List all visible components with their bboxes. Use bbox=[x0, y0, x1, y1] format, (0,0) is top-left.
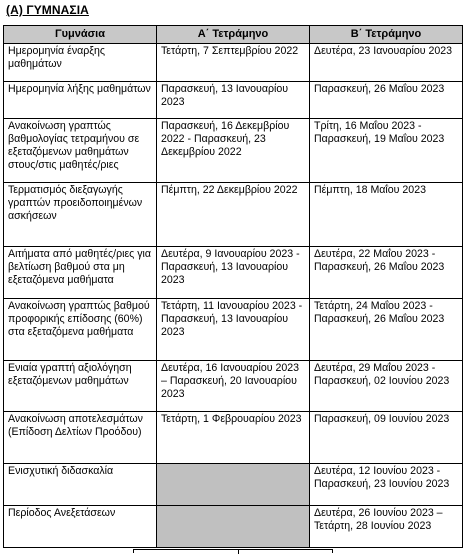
second-term-cell: Πέμπτη, 18 Μαΐου 2023 bbox=[310, 183, 463, 247]
row-label: Ανακοίνωση γραπτώς βαθμολογίας τετραμήνου σε εξεταζόμενων μαθημάτων στους/στις μαθητές/ριες bbox=[4, 119, 157, 183]
row-label: Περίοδος Ανεξετάσεων bbox=[4, 506, 157, 548]
second-term-cell: Δευτέρα, 22 Μαΐου 2023 - Παρασκευή, 26 Μαΐου 2023 bbox=[310, 247, 463, 299]
schedule-table bbox=[3, 25, 463, 548]
first-term-cell: Τετάρτη, 1 Φεβρουαρίου 2023 bbox=[157, 412, 310, 464]
second-term-cell: Δευτέρα, 12 Ιουνίου 2023 - Παρασκευή, 23 Ιουνίου 2023 bbox=[310, 464, 463, 506]
row-label: Ανακοίνωση αποτελεσμάτων (Επίδοση Δελτίων Προόδου) bbox=[4, 412, 157, 464]
first-term-cell-empty bbox=[157, 464, 310, 506]
second-term-cell: Τετάρτη, 24 Μαΐου 2023 - Παρασκευή, 26 Μαΐου 2023 bbox=[310, 299, 463, 361]
column-header-first-term: Α΄ Τετράμηνο bbox=[157, 26, 310, 44]
table-row bbox=[4, 183, 463, 247]
first-term-cell: Δευτέρα, 16 Ιανουαρίου 2023 – Παρασκευή, 20 Ιανουαρίου 2023 bbox=[157, 361, 310, 412]
row-label: Ημερομηνία έναρξης μαθημάτων bbox=[4, 44, 157, 82]
row-label: Ενιαία γραπτή αξιολόγηση εξεταζόμενων μαθημάτων bbox=[4, 361, 157, 412]
second-term-cell: Δευτέρα, 23 Ιανουαρίου 2023 bbox=[310, 44, 463, 82]
second-term-cell: Παρασκευή, 26 Μαΐου 2023 bbox=[310, 82, 463, 119]
header-row bbox=[4, 26, 463, 44]
table-row bbox=[4, 464, 463, 506]
row-label: Τερματισμός διεξαγωγής γραπτών προειδοποιημένων ασκήσεων bbox=[4, 183, 157, 247]
first-term-cell: Δευτέρα, 9 Ιανουαρίου 2023 - Παρασκευή, 13 Ιανουαρίου 2023 bbox=[157, 247, 310, 299]
row-label: Ανακοίνωση γραπτώς βαθμού προφορικής επίδοσης (60%) στα εξεταζόμενα μαθήματα bbox=[4, 299, 157, 361]
table-row bbox=[4, 119, 463, 183]
second-term-cell: Δευτέρα, 29 Μαΐου 2023 - Παρασκευή, 02 Ιουνίου 2023 bbox=[310, 361, 463, 412]
next-table-column-divider bbox=[238, 550, 239, 554]
table-row bbox=[4, 44, 463, 82]
table-row bbox=[4, 412, 463, 464]
second-term-cell: Τρίτη, 16 Μαΐου 2023 - Παρασκευή, 19 Μαΐου 2023 bbox=[310, 119, 463, 183]
table-row bbox=[4, 247, 463, 299]
row-label: Αιτήματα από μαθητές/ριες για βελτίωση βαθμού στα μη εξεταζόμενα μαθήματα bbox=[4, 247, 157, 299]
section-heading: (Α) ΓΥΜΝΑΣΙΑ bbox=[6, 3, 89, 17]
first-term-cell: Τετάρτη, 7 Σεπτεμβρίου 2022 bbox=[157, 44, 310, 82]
second-term-cell: Παρασκευή, 09 Ιουνίου 2023 bbox=[310, 412, 463, 464]
first-term-cell: Τετάρτη, 11 Ιανουαρίου 2023 - Παρασκευή, 13 Ιανουαρίου 2023 bbox=[157, 299, 310, 361]
row-label: Ημερομηνία λήξης μαθημάτων bbox=[4, 82, 157, 119]
table-row bbox=[4, 361, 463, 412]
table-row bbox=[4, 506, 463, 548]
first-term-cell: Πέμπτη, 22 Δεκεμβρίου 2022 bbox=[157, 183, 310, 247]
table-row bbox=[4, 82, 463, 119]
first-term-cell-empty bbox=[157, 506, 310, 548]
row-label: Ενισχυτική διδασκαλία bbox=[4, 464, 157, 506]
second-term-cell: Δευτέρα, 26 Ιουνίου 2023 – Τετάρτη, 28 Ιουνίου 2023 bbox=[310, 506, 463, 548]
table-row bbox=[4, 299, 463, 361]
column-header-second-term: Β΄ Τετράμηνο bbox=[310, 26, 463, 44]
first-term-cell: Παρασκευή, 13 Ιανουαρίου 2023 bbox=[157, 82, 310, 119]
first-term-cell: Παρασκευή, 16 Δεκεμβρίου 2022 - Παρασκευή, 23 Δεκεμβρίου 2022 bbox=[157, 119, 310, 183]
next-table-top-edge bbox=[133, 549, 333, 553]
column-header-schools: Γυμνάσια bbox=[4, 26, 157, 44]
